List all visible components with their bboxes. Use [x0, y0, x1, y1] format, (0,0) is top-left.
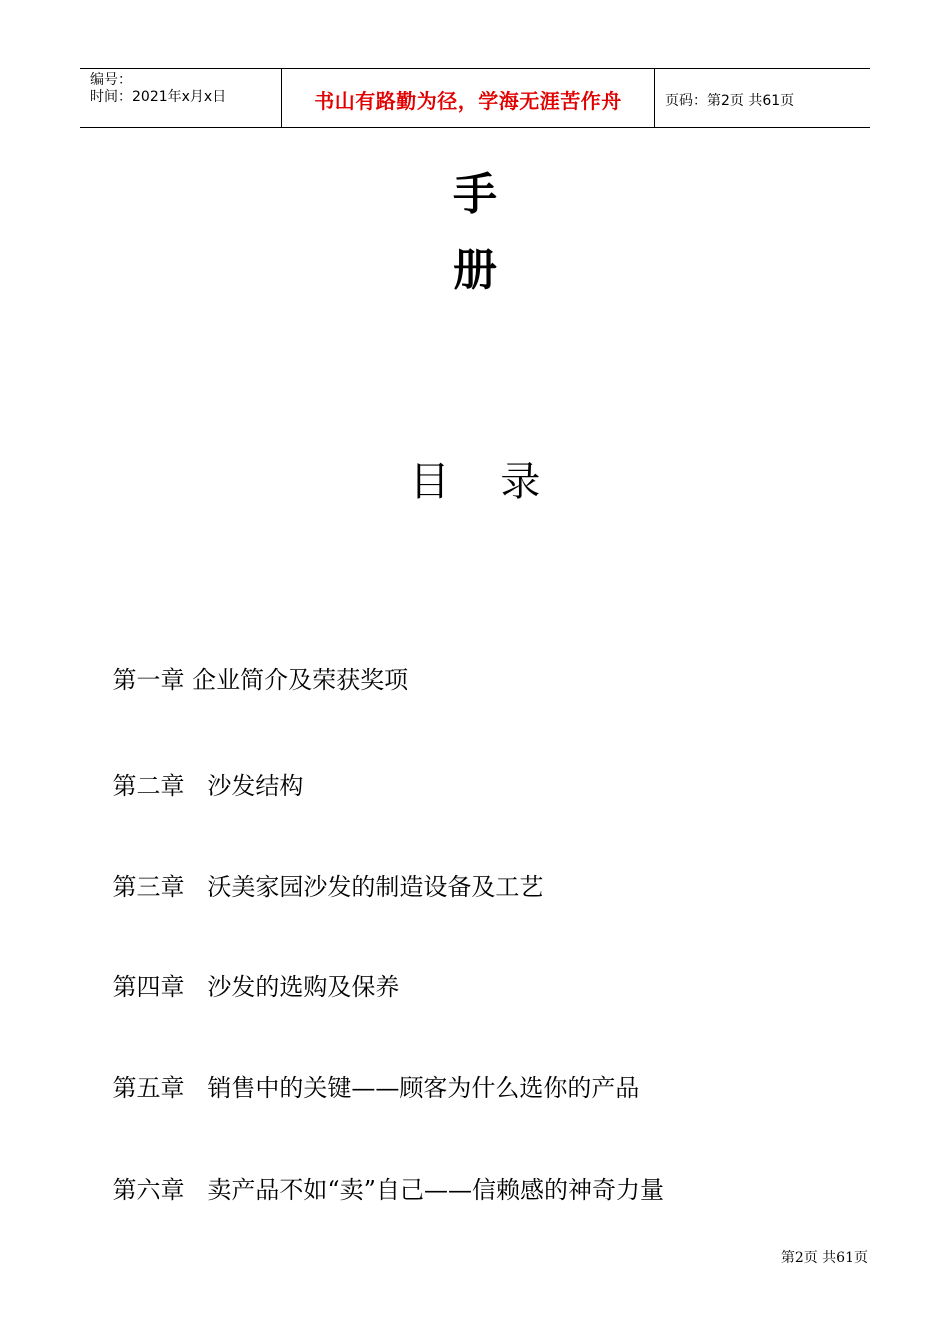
toc-item-1[interactable] — [82, 620, 408, 740]
toc-chapter-title: 卖产品不如“卖”自己——信赖感的神奇力量 — [207, 1176, 664, 1204]
header-motto-cell — [282, 69, 655, 127]
page-header — [80, 68, 870, 128]
header-motto: 书山有路勤为径，学海无涯苦作舟 — [314, 89, 622, 113]
toc-chapter-title: 企业简介及荣获奖项 — [192, 666, 409, 694]
toc-item-6[interactable] — [82, 1130, 664, 1250]
toc-chapter-label: 第二章 — [112, 772, 185, 800]
cover-title-char-1: 手 — [453, 169, 497, 220]
toc-chapter-label: 第六章 — [112, 1176, 185, 1204]
number-label: 编号： — [90, 72, 132, 88]
toc-chapter-label: 第三章 — [112, 873, 185, 901]
cover-title-char-2: 册 — [453, 245, 497, 296]
toc-chapter-title: 沃美家园沙发的制造设备及工艺 — [207, 873, 544, 901]
toc-chapter-title: 沙发的选购及保养 — [207, 973, 400, 1001]
toc-chapter-title: 销售中的关键——顾客为什么选你的产品 — [207, 1074, 640, 1102]
toc-chapter-label: 第四章 — [112, 973, 185, 1001]
header-page-cell — [655, 69, 870, 127]
toc-heading: 目 录 — [409, 459, 541, 505]
toc-chapter-title: 沙发结构 — [207, 772, 304, 800]
toc-chapter-label: 第五章 — [112, 1074, 185, 1102]
header-meta — [80, 69, 282, 127]
page-footer: 第2页 共61页 — [780, 1250, 868, 1266]
time-label: 时间：2021年x月x日 — [90, 89, 227, 105]
toc-chapter-label: 第一章 — [112, 666, 185, 694]
header-page-label: 页码：第2页 共61页 — [665, 92, 795, 109]
